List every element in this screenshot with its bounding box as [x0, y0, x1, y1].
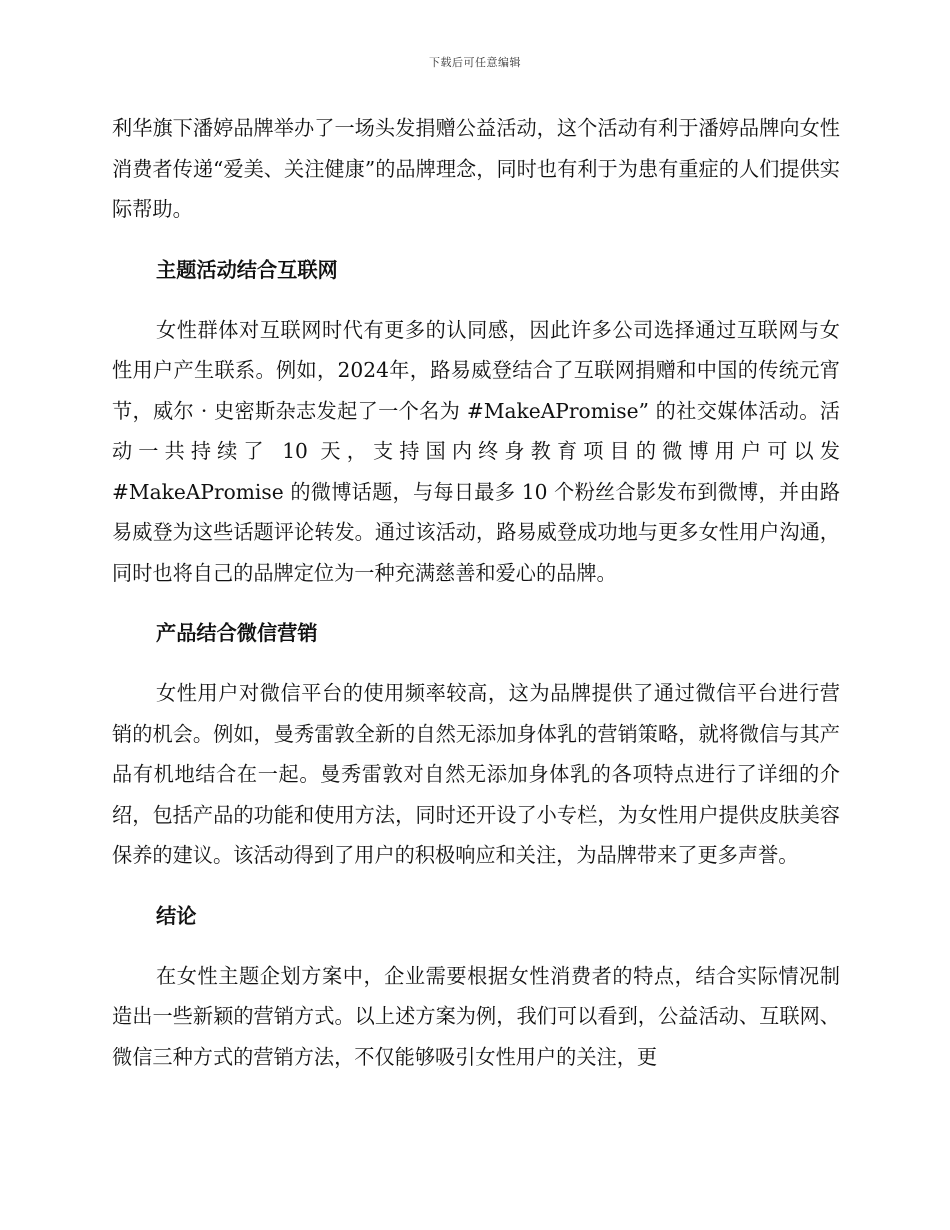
page-header: 下载后可任意编辑 — [429, 56, 521, 69]
section-heading-conclusion: 结论 — [156, 903, 197, 928]
internet-paragraph: 女性群体对互联网时代有更多的认同感，因此许多公司选择通过互联网与女性用户产生联系。例如，2024年，路易威登结合了互联网捐赠和中国的传统元宵节，威尔 · 史密斯杂志发起了一个名为 #MakeAPromise” 的社交媒体活动。活动一共持续了 10 天，支持国内终身教育项目的微博用户可以发 #MakeAPromise 的微博话题，与每日最多 10 个粉丝合影发布到微博，并由路易威登为这些话题评论转发。通过该活动，路易威登成功地与更多女性用户沟通，同时也将自己的品牌定位为一种充满慈善和爱心的品牌。 — [112, 317, 840, 585]
intro-continuation-paragraph: 利华旗下潘婷品牌举办了一场头发捐赠公益活动，这个活动有利于潘婷品牌向女性消费者传递“爱美、关注健康”的品牌理念，同时也有利于为患有重症的人们提供实际帮助。 — [112, 116, 840, 221]
wechat-paragraph: 女性用户对微信平台的使用频率较高，这为品牌提供了通过微信平台进行营销的机会。例如，曼秀雷敦全新的自然无添加身体乳的营销策略，就将微信与其产品有机地结合在一起。曼秀雷敦对自然无添加身体乳的各项特点进行了详细的介绍，包括产品的功能和使用方法，同时还开设了小专栏，为女性用户提供皮肤美容保养的建议。该活动得到了用户的积极响应和关注，为品牌带来了更多声誉。 — [112, 681, 840, 867]
section-heading-internet: 主题活动结合互联网 — [156, 257, 338, 282]
conclusion-paragraph: 在女性主题企划方案中，企业需要根据女性消费者的特点，结合实际情况制造出一些新颖的营销方式。以上述方案为例，我们可以看到，公益活动、互联网、微信三种方式的营销方法，不仅能够吸引女性用户的关注，更 — [112, 963, 840, 1069]
section-heading-wechat: 产品结合微信营销 — [156, 621, 318, 645]
document-body — [112, 108, 840, 1097]
